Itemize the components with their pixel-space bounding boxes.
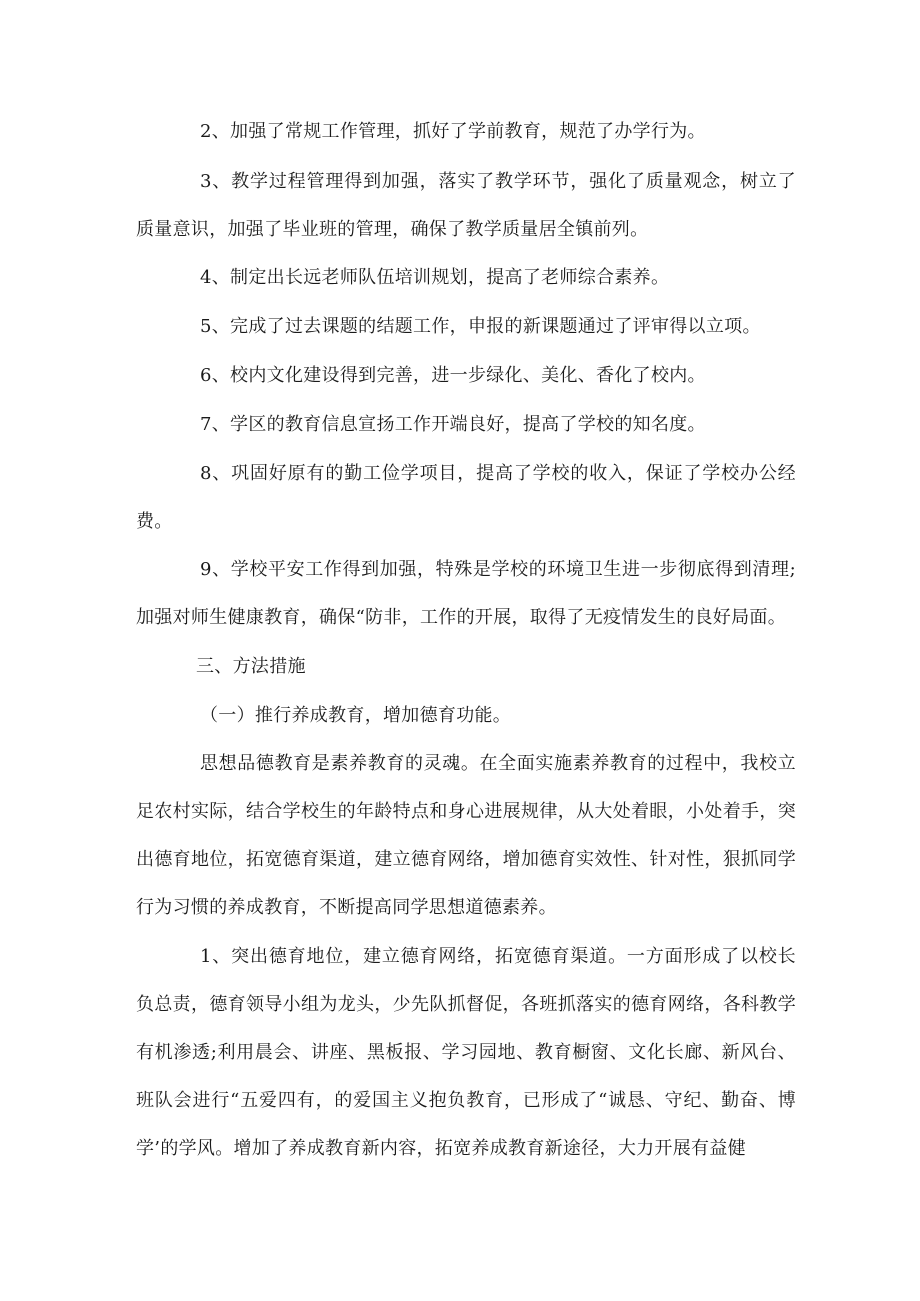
paragraph-item-4: 4、制定出长远老师队伍培训规划，提高了老师综合素养。 bbox=[200, 267, 670, 288]
paragraph-item-8: 8、巩固好原有的勤工俭学项目，提高了学校的收入，保证了学校办公经费。 bbox=[136, 463, 796, 532]
paragraph-item-5: 5、完成了过去课题的结题工作，申报的新课题通过了评审得以立项。 bbox=[200, 316, 761, 337]
paragraph-item-7: 7、学区的教育信息宣扬工作开端良好，提高了学校的知名度。 bbox=[200, 414, 706, 435]
paragraph-item-9: 9、学校平安工作得到加强，特殊是学校的环境卫生进一步彻底得到清理;加强对师生健康教育，确保“防非，工作的开展，取得了无疫情发生的良好局面。 bbox=[136, 559, 796, 628]
paragraph-moral-education: 思想品德教育是素养教育的灵魂。在全面实施素养教育的过程中，我校立足农村实际，结合学校生的年龄特点和身心进展规律，从大处着眼，小处着手，突出德育地位，拓宽德育渠道，建立德育网络，增加德育实效性、针对性，狠抓同学行为习惯的养成教育，不断提高同学思想道德素养。 bbox=[136, 753, 796, 918]
paragraph-item-2: 2、加强了常规工作管理，抓好了学前教育，规范了办学行为。 bbox=[200, 121, 706, 142]
paragraph-item-6: 6、校内文化建设得到完善，进一步绿化、美化、香化了校内。 bbox=[200, 365, 706, 386]
section-heading: 三、方法措施 bbox=[196, 656, 306, 677]
subsection-heading: （一）推行养成教育，增加德育功能。 bbox=[200, 705, 512, 726]
paragraph-item-3: 3、教学过程管理得到加强，落实了教学环节，强化了质量观念，树立了质量意识，加强了毕业班的管理，确保了教学质量居全镇前列。 bbox=[136, 171, 796, 240]
paragraph-item-1-moral-network: 1、突出德育地位，建立德育网络，拓宽德育渠道。一方面形成了以校长负总责，德育领导小组为龙头，少先队抓督促，各班抓落实的德育网络，各科教学有机渗透;利用晨会、讲座、黑板报、学习园地、教育橱窗、文化长廊、新风台、班队会进行“五爱四有，的爱国主义抱负教育，已形成了“诚恳、守纪、勤奋、博学’的学风。增加了养成教育新内容，拓宽养成教育新途径，大力开展有益健 bbox=[136, 946, 796, 1159]
